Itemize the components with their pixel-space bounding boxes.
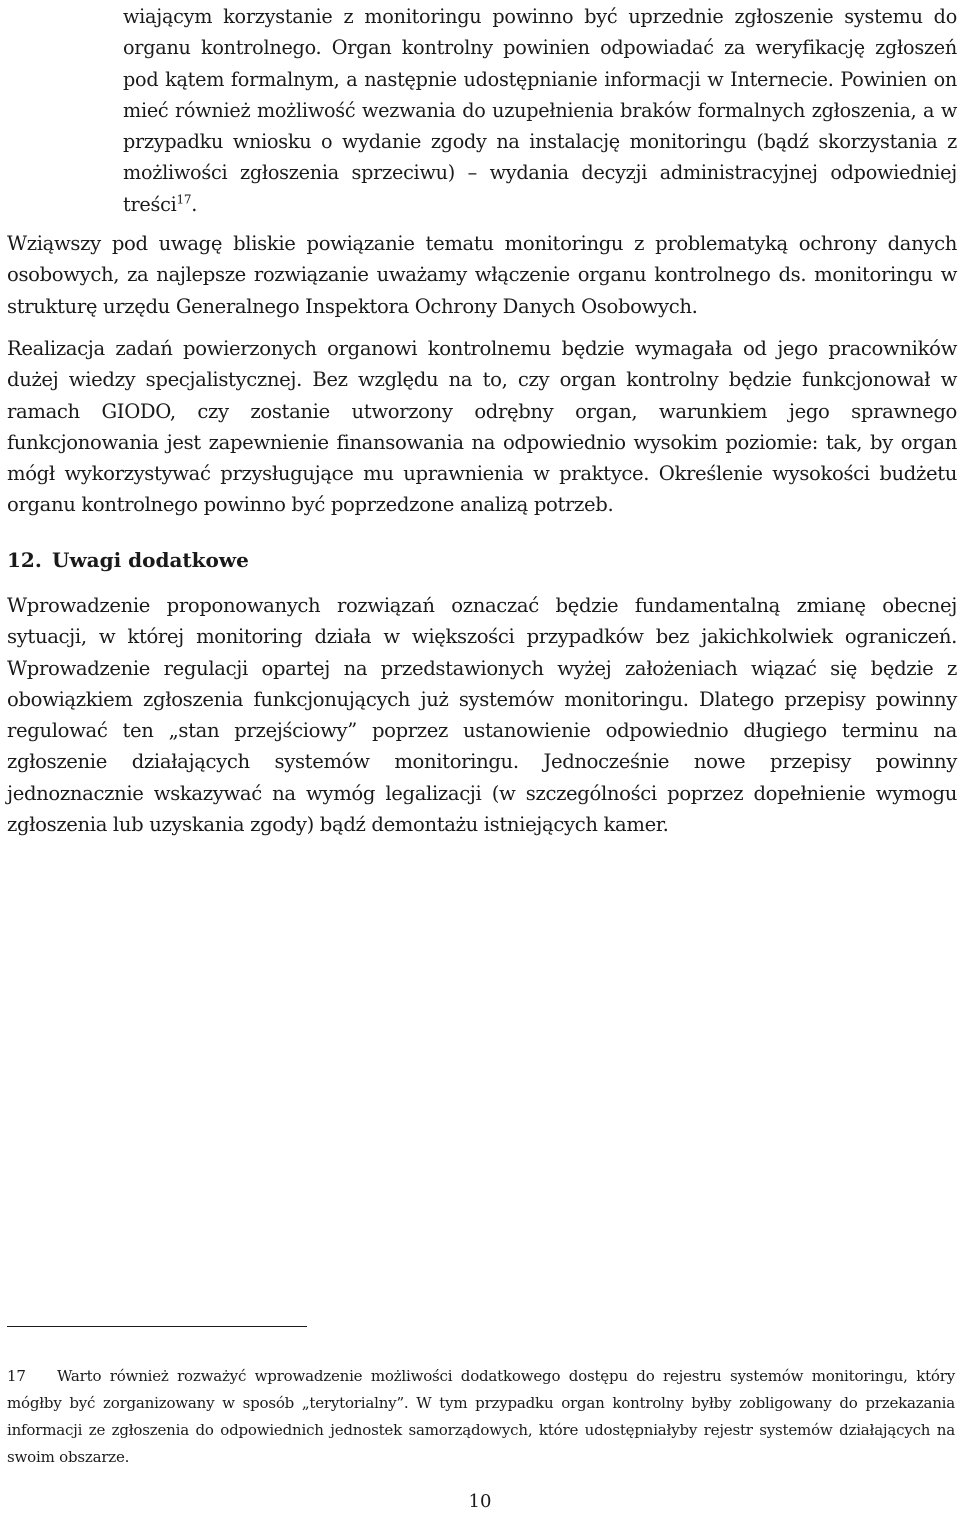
section-number: 12.: [7, 548, 42, 572]
footnote-number: 17: [7, 1367, 26, 1385]
list-item-text: wiającym korzystanie z monitoringu powinno być uprzednie zgłoszenie systemu do organu kontrolnego. Organ kontrolny powinien odpowiadać za weryfikację zgłoszeń pod kątem formalnym, a następnie udostępnianie informacji w Internecie. Powinien on mieć również możliwość wezwania do uzupełnienia braków formalnych zgłoszenia, a w przypadku wniosku o wydanie zgody na instalację monitoringu (bądź skorzystania z możliwości zgłoszenia sprzeciwu) – wydania decyzji administracyjnej odpowiedniej treści: [123, 5, 957, 216]
footnote-separator: [7, 1326, 307, 1327]
footnote-text: Warto również rozważyć wprowadzenie możliwości dodatkowego dostępu do rejestru systemów monitoringu, który mógłby być zorganizowany w sposób „terytorialny”. W tym przypadku organ kontrolny byłby zobligowany do przekazania informacji ze zgłoszenia do odpowiednich jednostek samorządowych, które udostępniałyby rejestr systemów działających na swoim obszarze.: [7, 1367, 955, 1466]
paragraph-additional-remarks: Wprowadzenie proponowanych rozwiązań oznaczać będzie fundamentalną zmianę obecnej sytuacji, w której monitoring działa w większości przypadków bez jakichkolwiek ograniczeń. Wprowadzenie regulacji opartej na przedstawionych wyżej założeniach wiązać się będzie z obowiązkiem zgłoszenia funkcjonujących już systemów monitoringu. Dlatego przepisy powinny regulować ten „stan przejściowy” poprzez ustanowienie odpowiednio długiego terminu na zgłoszenie działających systemów monitoringu. Jednocześnie nowe przepisy powinny jednoznacznie wskazywać na wymóg legalizacji (w szczególności poprzez dopełnienie wymogu zgłoszenia lub uzyskania zgody) bądź demontażu istniejących kamer.: [7, 594, 957, 837]
list-item-end: .: [191, 192, 198, 216]
footnote: [7, 1363, 955, 1471]
section-title: Uwagi dodatkowe: [52, 548, 249, 572]
paragraph-funding: Realizacja zadań powierzonych organowi kontrolnemu będzie wymagała od jego pracowników dużej wiedzy specjalistycznej. Bez względu na to, czy organ kontrolny będzie funkcjonował w ramach GIODO, czy zostanie utworzony odrębny organ, warunkiem jego sprawnego funkcjonowania jest zapewnienie finansowania na odpowiednio wysokim poziomie: tak, by organ mógł wykorzystywać przysługujące mu uprawnienia w praktyce. Określenie wysokości budżetu organu kontrolnego powinno być poprzedzone analizą potrzeb.: [7, 337, 957, 517]
list-item-continuation: [123, 1, 957, 220]
paragraph-giodo-structure: Wziąwszy pod uwagę bliskie powiązanie tematu monitoringu z problematyką ochrony danych osobowych, za najlepsze rozwiązanie uważamy włączenie organu kontrolnego ds. monitoringu w strukturę urzędu Generalnego Inspektora Ochrony Danych Osobowych.: [7, 232, 957, 318]
footnote-reference[interactable]: 17: [176, 192, 192, 207]
section-heading: [7, 545, 249, 576]
page-number: 10: [468, 1491, 492, 1512]
